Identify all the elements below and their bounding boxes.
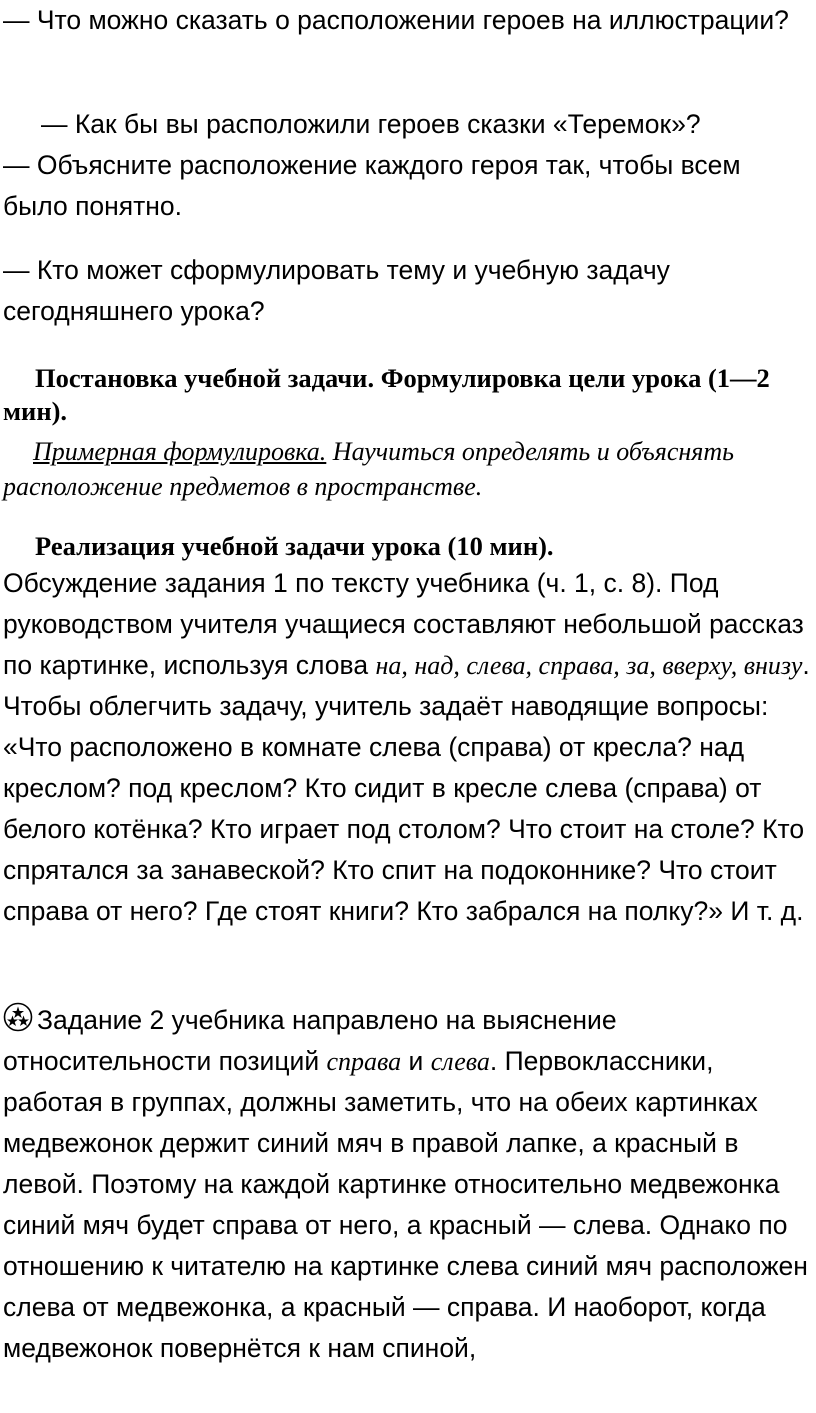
task2-word-left: слева (430, 1047, 490, 1076)
task2-word-right: справа (326, 1047, 402, 1076)
question-2: — Как бы вы расположили героев сказки «Теремок»? (41, 109, 701, 139)
task2-text-b: и (401, 1046, 431, 1076)
implementation-heading: Реализация учебной задачи урока (10 мин). (35, 531, 554, 561)
three-stars-icon (3, 1002, 33, 1032)
implementation-text-b: . Чтобы облегчить задачу, учитель задаёт наводящие вопросы: «Что расположено в комнате слева (справа) от кресла? над креслом? под креслом? Кто сидит в кресле слева (справа) от белого котёнка? Кто играет под столом? Что стоит на столе? Кто спрятался за занавеской? Кто спит на подоконнике? Что стоит справа от него? Где стоят книги? Кто забрался на полку?» И т. д. (3, 650, 810, 926)
goal-formulation-text: Научиться определять и объяснять расположение предметов в пространстве. (3, 437, 734, 501)
task2-text-c: . Первоклассники, работая в группах, должны заметить, что на обеих картинках медвежонок держит синий мяч в правой лапке, а красный в левой. Поэтому на каждой картинке относительно медвежонка синий мяч будет справа от него, а красный — слева. Однако по отношению к читателю на картинке слева синий мяч расположен слева от медвежонка, а красный — справа. И наоборот, когда медвежонок повернётся к нам спиной, (3, 1046, 808, 1363)
question-4: — Кто может сформулировать тему и учебную задачу сегодняшнего урока? (3, 255, 670, 326)
goal-heading: Постановка учебной задачи. Формулировка цели урока (1—2 мин). (3, 363, 770, 426)
task2-paragraph (3, 1000, 812, 1369)
goal-formulation-label: Примерная формулировка. (33, 437, 327, 466)
question-3: — Объясните расположение каждого героя так, чтобы всем было понятно. (3, 150, 741, 221)
question-1: — Что можно сказать о расположении героев на иллюстрации? (3, 5, 789, 35)
implementation-text-a: Обсуждение задания 1 по тексту учебника (ч. 1, с. 8). Под руководством учителя учащиеся составляют небольшой рассказ по картинке, используя слова (3, 568, 804, 680)
implementation-words: на, над, слева, справа, за, вверху, внизу (375, 651, 803, 680)
task2-text-a: Задание 2 учебника направлено на выяснение относительности позиций (3, 1005, 617, 1076)
implementation-paragraph (3, 563, 812, 932)
goal-formulation (3, 434, 812, 504)
